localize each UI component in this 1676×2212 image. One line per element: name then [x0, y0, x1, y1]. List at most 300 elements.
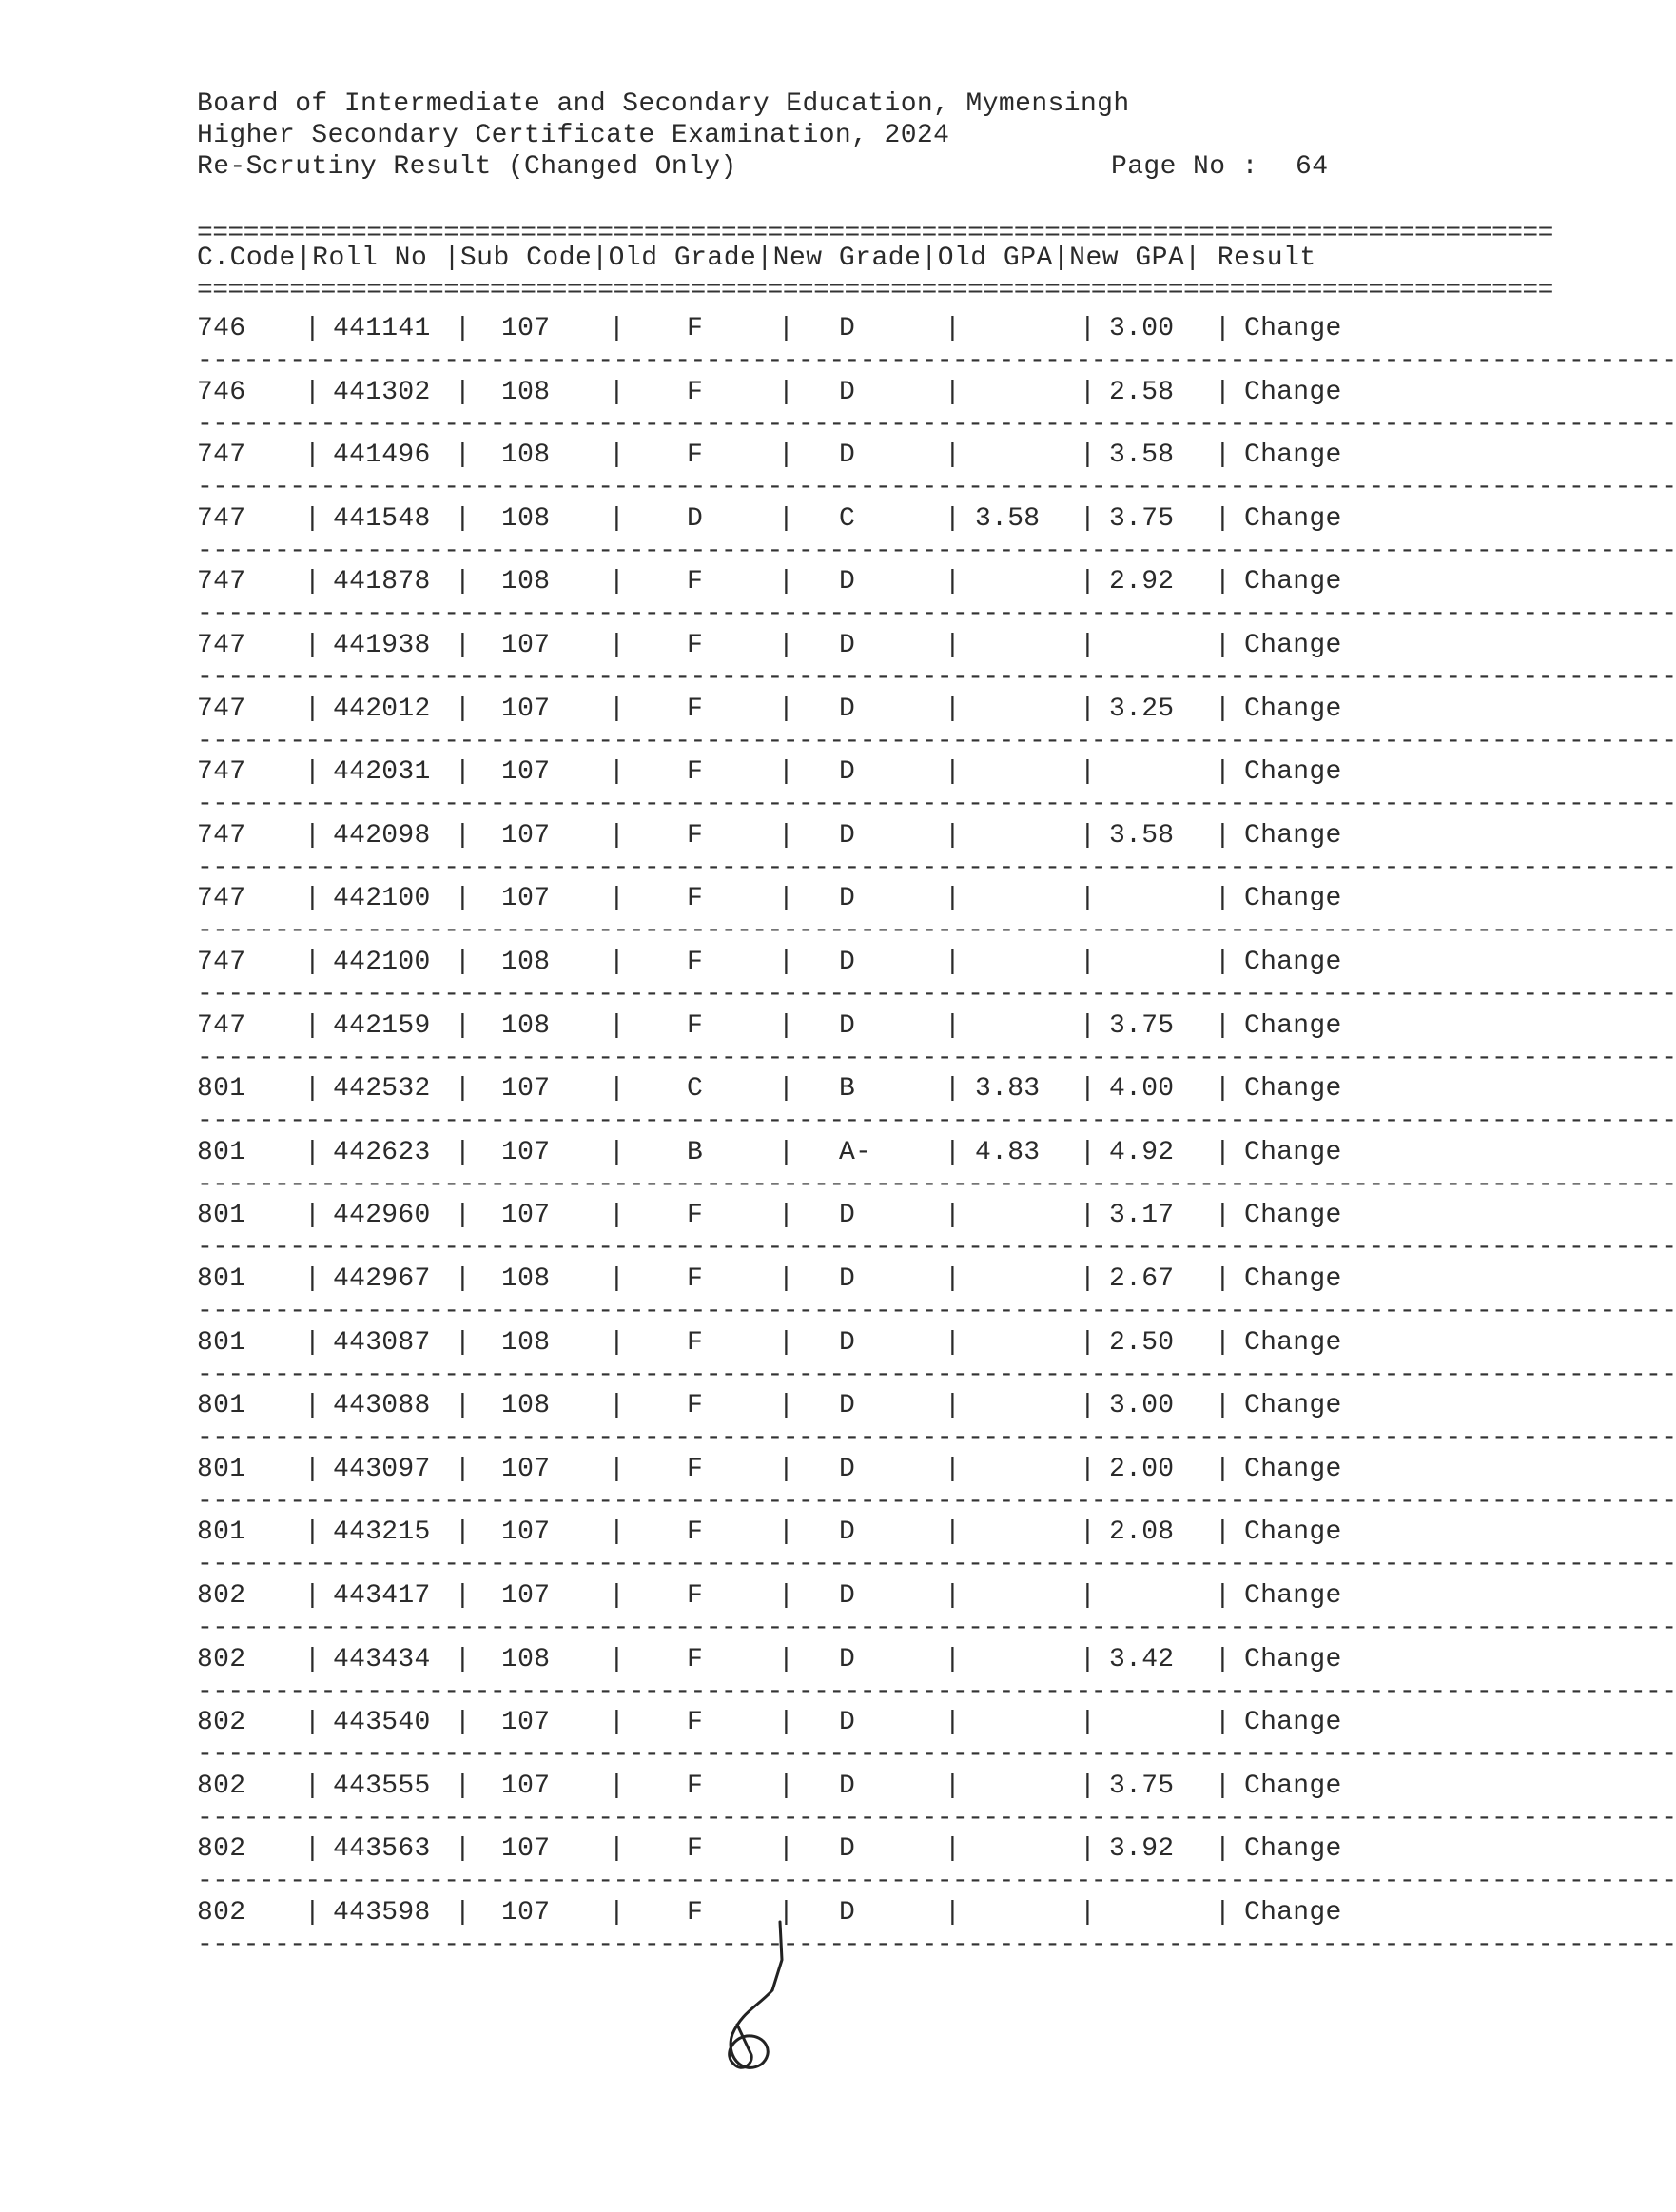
- cell-new-grade: D: [839, 1898, 856, 1928]
- column-separator: |: [778, 1327, 794, 1358]
- cell-ccode: 802: [197, 1644, 246, 1674]
- cell-result: Change: [1244, 1327, 1342, 1358]
- cell-result: Change: [1244, 1581, 1342, 1611]
- row-divider: ------------------------------------------------------------------------------------------------: [197, 1930, 1676, 1960]
- cell-new-grade: D: [839, 948, 856, 977]
- cell-ccode: 747: [197, 884, 246, 914]
- cell-sub: 107: [501, 1201, 551, 1231]
- column-separator: |: [443, 244, 460, 273]
- cell-ccode: 802: [197, 1771, 246, 1801]
- column-separator: |: [945, 314, 961, 343]
- cell-new-grade: D: [839, 1010, 856, 1041]
- column-separator: |: [945, 503, 961, 534]
- column-separator: |: [1215, 694, 1231, 724]
- column-separator: |: [1215, 1264, 1231, 1294]
- cell-ccode: 801: [197, 1074, 246, 1105]
- cell-new-grade: D: [839, 757, 856, 788]
- column-separator: |: [455, 1517, 471, 1548]
- column-separator: |: [609, 948, 625, 977]
- cell-ccode: 802: [197, 1898, 246, 1928]
- cell-new-grade: D: [839, 567, 856, 597]
- column-separator: |: [1080, 567, 1096, 597]
- col-new-gpa: New GPA: [1069, 244, 1185, 273]
- column-separator: |: [778, 503, 794, 534]
- column-separator: |: [455, 1074, 471, 1105]
- result-title: Re-Scrutiny Result (Changed Only): [197, 152, 737, 182]
- cell-new-grade: D: [839, 1644, 856, 1674]
- column-separator: |: [609, 1074, 625, 1105]
- column-separator: |: [304, 694, 321, 724]
- column-separator: |: [945, 1074, 961, 1105]
- row-divider: ------------------------------------------------------------------------------------------------: [197, 1803, 1676, 1833]
- column-separator: |: [1215, 1074, 1231, 1105]
- column-separator: |: [1080, 503, 1096, 534]
- column-separator: |: [778, 440, 794, 471]
- column-separator: |: [609, 1834, 625, 1865]
- cell-roll: 442031: [333, 757, 431, 788]
- cell-new-grade: B: [839, 1074, 856, 1105]
- header-bottom-rule: ========================================================================================: [197, 276, 1553, 305]
- cell-ccode: 801: [197, 1201, 246, 1231]
- cell-new-gpa: 2.58: [1109, 377, 1175, 407]
- column-separator: |: [304, 948, 321, 977]
- column-separator: |: [304, 1581, 321, 1611]
- column-separator: |: [1215, 567, 1231, 597]
- row-divider: ------------------------------------------------------------------------------------------------: [197, 916, 1676, 947]
- column-separator: |: [778, 694, 794, 724]
- cell-new-grade: D: [839, 1708, 856, 1738]
- row-divider: ------------------------------------------------------------------------------------------------: [197, 1676, 1676, 1707]
- column-separator: |: [1080, 1708, 1096, 1738]
- cell-old-grade: F: [687, 1010, 704, 1041]
- cell-old-grade: F: [687, 440, 704, 471]
- column-separator: |: [1080, 1898, 1096, 1928]
- column-separator: |: [455, 884, 471, 914]
- column-separator: |: [945, 377, 961, 407]
- column-separator: |: [609, 1517, 625, 1548]
- row-divider: ------------------------------------------------------------------------------------------------: [197, 1740, 1676, 1771]
- cell-new-gpa: 3.17: [1109, 1201, 1175, 1231]
- column-separator: |: [455, 1201, 471, 1231]
- cell-old-grade: F: [687, 1201, 704, 1231]
- cell-new-gpa: 2.67: [1109, 1264, 1175, 1294]
- cell-old-grade: F: [687, 1834, 704, 1865]
- column-separator: |: [778, 1137, 794, 1167]
- column-separator: |: [304, 631, 321, 660]
- column-separator: |: [455, 820, 471, 851]
- column-separator: |: [945, 1581, 961, 1611]
- cell-sub: 107: [501, 1454, 551, 1484]
- cell-old-grade: C: [687, 1074, 704, 1105]
- cell-result: Change: [1244, 1644, 1342, 1674]
- cell-new-gpa: 3.75: [1109, 503, 1175, 534]
- cell-ccode: 801: [197, 1454, 246, 1484]
- cell-result: Change: [1244, 377, 1342, 407]
- cell-old-grade: F: [687, 1708, 704, 1738]
- column-separator: |: [1215, 1010, 1231, 1041]
- column-separator: |: [945, 440, 961, 471]
- column-separator: |: [455, 1264, 471, 1294]
- col-roll: Roll No: [312, 244, 444, 273]
- cell-new-gpa: 3.75: [1109, 1771, 1175, 1801]
- column-separator: |: [304, 440, 321, 471]
- cell-new-gpa: 3.00: [1109, 314, 1175, 343]
- column-separator: |: [304, 1771, 321, 1801]
- cell-new-gpa: 3.00: [1109, 1391, 1175, 1421]
- column-separator: |: [455, 1898, 471, 1928]
- cell-new-grade: D: [839, 1201, 856, 1231]
- cell-sub: 108: [501, 503, 551, 534]
- column-separator: |: [1215, 1708, 1231, 1738]
- cell-sub: 108: [501, 1264, 551, 1294]
- cell-sub: 107: [501, 631, 551, 660]
- cell-old-grade: F: [687, 884, 704, 914]
- cell-roll: 442098: [333, 820, 431, 851]
- cell-old-gpa: 3.83: [975, 1074, 1041, 1105]
- row-divider: ------------------------------------------------------------------------------------------------: [197, 980, 1676, 1009]
- cell-roll: 442532: [333, 1074, 431, 1105]
- cell-result: Change: [1244, 631, 1342, 660]
- column-separator: |: [778, 1708, 794, 1738]
- column-separator: |: [455, 948, 471, 977]
- cell-ccode: 747: [197, 567, 246, 597]
- column-separator: |: [455, 1581, 471, 1611]
- cell-sub: 107: [501, 1771, 551, 1801]
- cell-result: Change: [1244, 694, 1342, 724]
- row-divider: ------------------------------------------------------------------------------------------------: [197, 1106, 1676, 1137]
- column-separator: |: [609, 567, 625, 597]
- column-separator: |: [609, 631, 625, 660]
- cell-roll: 442100: [333, 948, 431, 977]
- column-separator: |: [609, 440, 625, 471]
- row-divider: ------------------------------------------------------------------------------------------------: [197, 1233, 1676, 1263]
- cell-new-grade: D: [839, 820, 856, 851]
- cell-new-grade: D: [839, 440, 856, 471]
- cell-ccode: 801: [197, 1137, 246, 1167]
- cell-new-gpa: 2.92: [1109, 567, 1175, 597]
- column-separator: |: [455, 631, 471, 660]
- cell-roll: 441878: [333, 567, 431, 597]
- cell-sub: 108: [501, 948, 551, 977]
- column-separator: |: [455, 314, 471, 343]
- cell-ccode: 747: [197, 948, 246, 977]
- header-top-rule: ========================================================================================: [197, 219, 1553, 248]
- column-separator: |: [304, 1074, 321, 1105]
- column-separator: |: [1080, 1201, 1096, 1231]
- column-separator: |: [609, 1264, 625, 1294]
- cell-roll: 443598: [333, 1898, 431, 1928]
- cell-new-grade: D: [839, 1517, 856, 1548]
- column-separator: |: [945, 1771, 961, 1801]
- cell-result: Change: [1244, 1264, 1342, 1294]
- col-old-gpa: Old GPA: [937, 244, 1053, 273]
- cell-sub: 108: [501, 1391, 551, 1421]
- cell-result: Change: [1244, 567, 1342, 597]
- column-separator: |: [778, 820, 794, 851]
- column-separator: |: [304, 567, 321, 597]
- board-title: Board of Intermediate and Secondary Education, Mymensingh: [197, 89, 1130, 119]
- column-separator: |: [304, 503, 321, 534]
- cell-old-grade: F: [687, 1898, 704, 1928]
- row-divider: ------------------------------------------------------------------------------------------------: [197, 1867, 1676, 1897]
- cell-new-grade: C: [839, 503, 856, 534]
- cell-old-grade: D: [687, 503, 704, 534]
- column-separator: |: [304, 1201, 321, 1231]
- cell-sub: 107: [501, 1074, 551, 1105]
- column-separator: |: [455, 377, 471, 407]
- column-separator: |: [778, 1454, 794, 1484]
- column-separator: |: [304, 1644, 321, 1674]
- cell-result: Change: [1244, 440, 1342, 471]
- column-separator: |: [455, 1771, 471, 1801]
- column-separator: |: [778, 948, 794, 977]
- column-separator: |: [921, 244, 938, 273]
- column-separator: |: [945, 1834, 961, 1865]
- column-separator: |: [295, 244, 313, 273]
- column-separator: |: [304, 377, 321, 407]
- column-separator: |: [609, 377, 625, 407]
- cell-result: Change: [1244, 1074, 1342, 1105]
- column-separator: |: [455, 757, 471, 788]
- column-separator: |: [609, 694, 625, 724]
- cell-result: Change: [1244, 1137, 1342, 1167]
- column-separator: |: [778, 1771, 794, 1801]
- column-separator: |: [1080, 1771, 1096, 1801]
- column-separator: |: [1080, 1454, 1096, 1484]
- column-separator: |: [945, 1517, 961, 1548]
- page-number: 64: [1296, 152, 1329, 182]
- col-sub: Sub Code: [459, 244, 593, 273]
- column-separator: |: [592, 244, 609, 273]
- cell-roll: 443555: [333, 1771, 431, 1801]
- column-separator: |: [609, 820, 625, 851]
- column-separator: |: [945, 757, 961, 788]
- column-separator: |: [778, 567, 794, 597]
- cell-roll: 441496: [333, 440, 431, 471]
- row-divider: ------------------------------------------------------------------------------------------------: [197, 790, 1676, 820]
- row-divider: ------------------------------------------------------------------------------------------------: [197, 1169, 1676, 1200]
- column-separator: |: [304, 1137, 321, 1167]
- column-separator: |: [455, 1391, 471, 1421]
- column-separator: |: [1184, 244, 1218, 273]
- column-separator: |: [455, 1834, 471, 1865]
- column-separator: |: [778, 1264, 794, 1294]
- column-separator: |: [1215, 314, 1231, 343]
- column-separator: |: [1215, 1898, 1231, 1928]
- cell-roll: 443088: [333, 1391, 431, 1421]
- column-separator: |: [1215, 1137, 1231, 1167]
- row-divider: ------------------------------------------------------------------------------------------------: [197, 346, 1676, 376]
- row-divider: ------------------------------------------------------------------------------------------------: [197, 409, 1676, 440]
- column-separator: |: [609, 1581, 625, 1611]
- column-separator: |: [609, 1201, 625, 1231]
- column-separator: |: [1080, 314, 1096, 343]
- cell-result: Change: [1244, 1454, 1342, 1484]
- column-separator: |: [609, 757, 625, 788]
- cell-new-grade: D: [839, 884, 856, 914]
- cell-ccode: 746: [197, 377, 246, 407]
- column-separator: |: [609, 1454, 625, 1484]
- cell-new-grade: D: [839, 1327, 856, 1358]
- cell-result: Change: [1244, 1010, 1342, 1041]
- column-separator: |: [1080, 757, 1096, 788]
- cell-roll: 443215: [333, 1517, 431, 1548]
- cell-old-grade: F: [687, 820, 704, 851]
- cell-old-grade: B: [687, 1137, 704, 1167]
- cell-old-gpa: 4.83: [975, 1137, 1041, 1167]
- column-separator: |: [1080, 820, 1096, 851]
- cell-new-gpa: 3.92: [1109, 1834, 1175, 1865]
- column-separator: |: [1215, 377, 1231, 407]
- column-separator: |: [778, 1517, 794, 1548]
- col-new-grade: New Grade: [772, 244, 922, 273]
- cell-ccode: 801: [197, 1391, 246, 1421]
- column-separator: |: [1215, 820, 1231, 851]
- col-old-grade: Old Grade: [608, 244, 757, 273]
- column-separator: |: [1080, 1074, 1096, 1105]
- row-divider: ------------------------------------------------------------------------------------------------: [197, 1614, 1676, 1643]
- cell-result: Change: [1244, 1391, 1342, 1421]
- column-separator: |: [304, 884, 321, 914]
- cell-ccode: 801: [197, 1517, 246, 1548]
- cell-sub: 107: [501, 1517, 551, 1548]
- cell-ccode: 747: [197, 694, 246, 724]
- cell-sub: 107: [501, 1581, 551, 1611]
- column-separator: |: [778, 1010, 794, 1041]
- column-separator: |: [945, 820, 961, 851]
- cell-roll: 442967: [333, 1264, 431, 1294]
- column-separator: |: [778, 1644, 794, 1674]
- cell-sub: 108: [501, 377, 551, 407]
- cell-new-gpa: 4.92: [1109, 1137, 1175, 1167]
- cell-result: Change: [1244, 1771, 1342, 1801]
- row-divider: ------------------------------------------------------------------------------------------------: [197, 1423, 1676, 1454]
- cell-new-gpa: 3.58: [1109, 440, 1175, 471]
- cell-roll: 442012: [333, 694, 431, 724]
- column-separator: |: [945, 1264, 961, 1294]
- column-separator: |: [945, 567, 961, 597]
- column-separator: |: [1080, 1010, 1096, 1041]
- column-separator: |: [1080, 1264, 1096, 1294]
- cell-new-gpa: 3.25: [1109, 694, 1175, 724]
- column-separator: |: [945, 884, 961, 914]
- column-separator: |: [778, 377, 794, 407]
- column-separator: |: [455, 694, 471, 724]
- cell-old-grade: F: [687, 314, 704, 343]
- column-separator: |: [1080, 1391, 1096, 1421]
- column-separator: |: [778, 314, 794, 343]
- column-separator: |: [1215, 1771, 1231, 1801]
- cell-roll: 443540: [333, 1708, 431, 1738]
- column-separator: |: [778, 1201, 794, 1231]
- exam-title: Higher Secondary Certificate Examination, 2024: [197, 121, 950, 150]
- column-separator: |: [1215, 1581, 1231, 1611]
- column-separator: |: [609, 1010, 625, 1041]
- cell-sub: 108: [501, 1010, 551, 1041]
- cell-sub: 108: [501, 567, 551, 597]
- cell-new-grade: D: [839, 694, 856, 724]
- column-separator: |: [1215, 1201, 1231, 1231]
- cell-ccode: 802: [197, 1581, 246, 1611]
- row-divider: ------------------------------------------------------------------------------------------------: [197, 473, 1676, 503]
- cell-new-grade: A-: [839, 1137, 872, 1167]
- column-separator: |: [304, 820, 321, 851]
- cell-ccode: 802: [197, 1834, 246, 1865]
- column-separator: |: [609, 1137, 625, 1167]
- cell-ccode: 747: [197, 440, 246, 471]
- cell-old-grade: F: [687, 1581, 704, 1611]
- row-divider: ------------------------------------------------------------------------------------------------: [197, 852, 1676, 883]
- column-separator: |: [304, 1391, 321, 1421]
- cell-old-grade: F: [687, 1327, 704, 1358]
- cell-sub: 107: [501, 314, 551, 343]
- column-separator: |: [1080, 694, 1096, 724]
- column-separator: |: [945, 1327, 961, 1358]
- cell-new-grade: D: [839, 631, 856, 660]
- column-separator: |: [1215, 884, 1231, 914]
- column-separator: |: [778, 1834, 794, 1865]
- cell-roll: 443417: [333, 1581, 431, 1611]
- column-separator: |: [304, 1898, 321, 1928]
- column-separator: |: [455, 567, 471, 597]
- cell-new-grade: D: [839, 377, 856, 407]
- cell-result: Change: [1244, 948, 1342, 977]
- column-separator: |: [945, 948, 961, 977]
- column-separator: |: [1080, 948, 1096, 977]
- cell-ccode: 801: [197, 1327, 246, 1358]
- cell-sub: 107: [501, 1137, 551, 1167]
- cell-old-grade: F: [687, 694, 704, 724]
- column-separator: |: [1052, 244, 1070, 273]
- cell-roll: 441938: [333, 631, 431, 660]
- column-separator: |: [1215, 1327, 1231, 1358]
- cell-sub: 107: [501, 757, 551, 788]
- column-separator: |: [945, 1391, 961, 1421]
- column-separator: |: [1080, 377, 1096, 407]
- row-divider: ------------------------------------------------------------------------------------------------: [197, 1486, 1676, 1517]
- cell-sub: 107: [501, 884, 551, 914]
- cell-roll: 441302: [333, 377, 431, 407]
- column-separator: |: [1215, 948, 1231, 977]
- row-divider: ------------------------------------------------------------------------------------------------: [197, 1360, 1676, 1390]
- column-separator: |: [304, 1517, 321, 1548]
- cell-ccode: 747: [197, 503, 246, 534]
- column-separator: |: [778, 1074, 794, 1105]
- cell-ccode: 747: [197, 757, 246, 788]
- cell-result: Change: [1244, 1201, 1342, 1231]
- column-separator: |: [304, 314, 321, 343]
- column-separator: |: [778, 757, 794, 788]
- cell-old-grade: F: [687, 1771, 704, 1801]
- column-separator: |: [945, 694, 961, 724]
- column-separator: |: [945, 1898, 961, 1928]
- column-separator: |: [609, 1898, 625, 1928]
- cell-roll: 443563: [333, 1834, 431, 1865]
- cell-result: Change: [1244, 1517, 1342, 1548]
- column-separator: |: [945, 1454, 961, 1484]
- row-divider: ------------------------------------------------------------------------------------------------: [197, 1297, 1676, 1326]
- cell-old-grade: F: [687, 757, 704, 788]
- column-separator: |: [945, 1201, 961, 1231]
- column-separator: |: [945, 1708, 961, 1738]
- cell-roll: 441141: [333, 314, 431, 343]
- cell-old-grade: F: [687, 377, 704, 407]
- column-separator: |: [945, 631, 961, 660]
- cell-old-grade: F: [687, 567, 704, 597]
- column-separator: |: [756, 244, 773, 273]
- column-separator: |: [1080, 440, 1096, 471]
- column-separator: |: [1215, 1391, 1231, 1421]
